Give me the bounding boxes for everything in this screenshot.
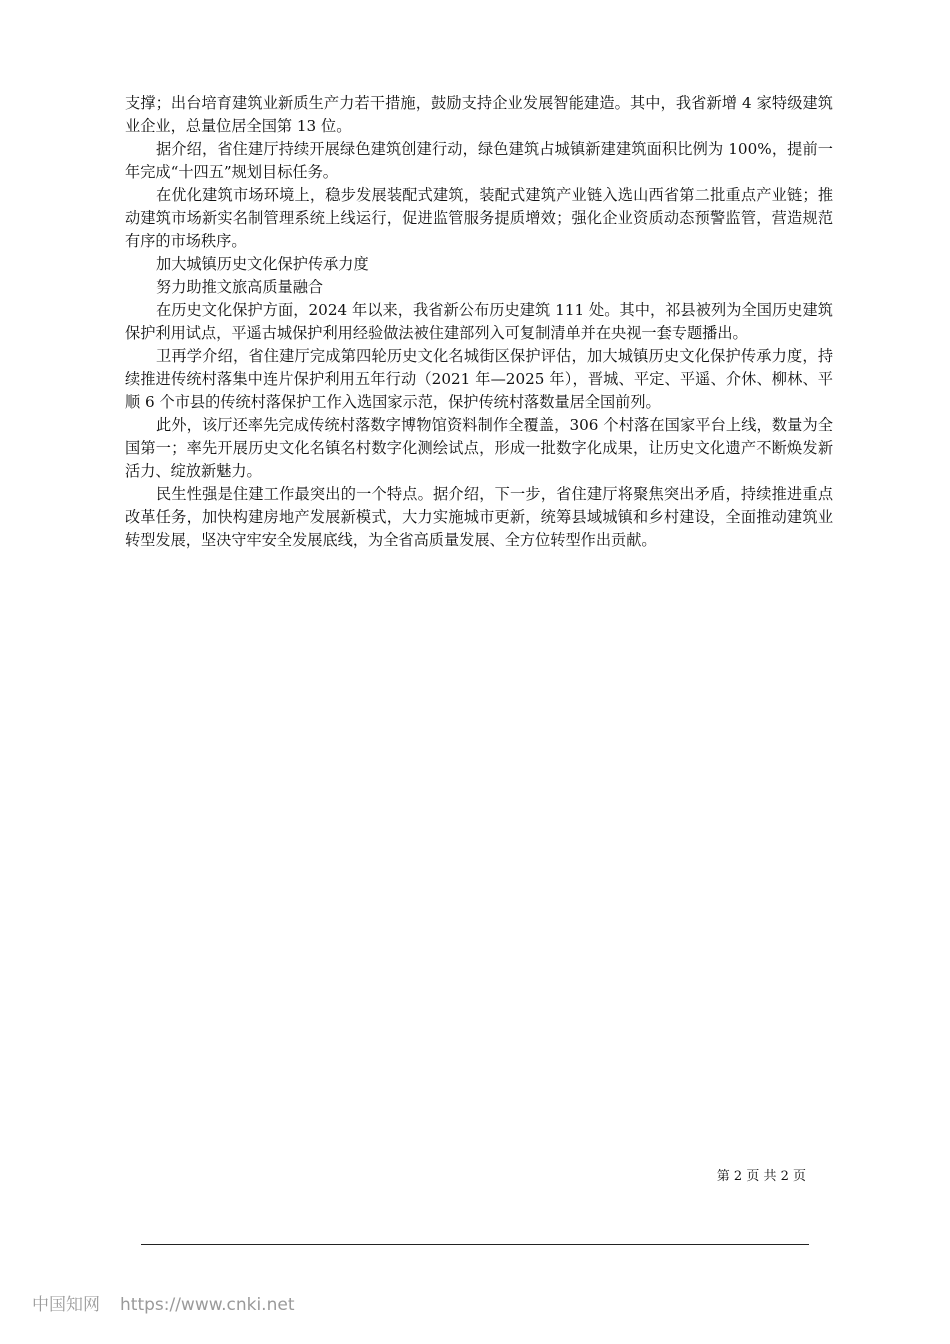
watermark-brand: 中国知网 (32, 1295, 100, 1315)
section-subheading: 努力助推文旅高质量融合 (156, 278, 324, 296)
paragraph: 支撑；出台培育建筑业新质生产力若干措施，鼓励支持企业发展智能建造。其中，我省新增 4 家特级建筑业企业，总量位居全国第 13 位。 (125, 94, 833, 135)
page-number: 第 2 页 共 2 页 (716, 1169, 806, 1184)
paragraph: 在优化建筑市场环境上，稳步发展装配式建筑，装配式建筑产业链入选山西省第二批重点产业链；推动建筑市场新实名制管理系统上线运行，促进监管服务提质增效；强化企业资质动态预警监管，营造规范有序的市场秩序。 (125, 186, 833, 250)
paragraph: 此外，该厅还率先完成传统村落数字博物馆资料制作全覆盖，306 个村落在国家平台上线，数量为全国第一；率先开展历史文化名镇名村数字化测绘试点，形成一批数字化成果，让历史文化遗产不断焕发新活力、绽放新魅力。 (125, 416, 833, 480)
paragraph: 卫再学介绍，省住建厅完成第四轮历史文化名城街区保护评估，加大城镇历史文化保护传承力度，持续推进传统村落集中连片保护利用五年行动（2021 年—2025 年），晋城、平定、平遥、介休、柳林、平顺 6 个市县的传统村落保护工作入选国家示范，保护传统村落数量居全国前列。 (125, 347, 833, 411)
paragraph: 民生性强是住建工作最突出的一个特点。据介绍，下一步，省住建厅将聚焦突出矛盾，持续推进重点改革任务，加快构建房地产发展新模式，大力实施城市更新，统筹县域城镇和乡村建设，全面推动建筑业转型发展，坚决守牢安全发展底线，为全省高质量发展、全方位转型作出贡献。 (125, 485, 833, 549)
paragraph: 据介绍，省住建厅持续开展绿色建筑创建行动，绿色建筑占城镇新建建筑面积比例为 100%，提前一年完成“十四五”规划目标任务。 (125, 140, 833, 181)
footer-divider (141, 1244, 809, 1245)
paragraph: 在历史文化保护方面，2024 年以来，我省新公布历史建筑 111 处。其中，祁县被列为全国历史建筑保护利用试点，平遥古城保护利用经验做法被住建部列入可复制清单并在央视一套专题播出。 (125, 301, 833, 342)
watermark-url: https://www.cnki.net (120, 1295, 295, 1315)
section-heading: 加大城镇历史文化保护传承力度 (156, 255, 369, 273)
cnki-watermark (32, 1293, 294, 1317)
article-body (125, 92, 833, 552)
